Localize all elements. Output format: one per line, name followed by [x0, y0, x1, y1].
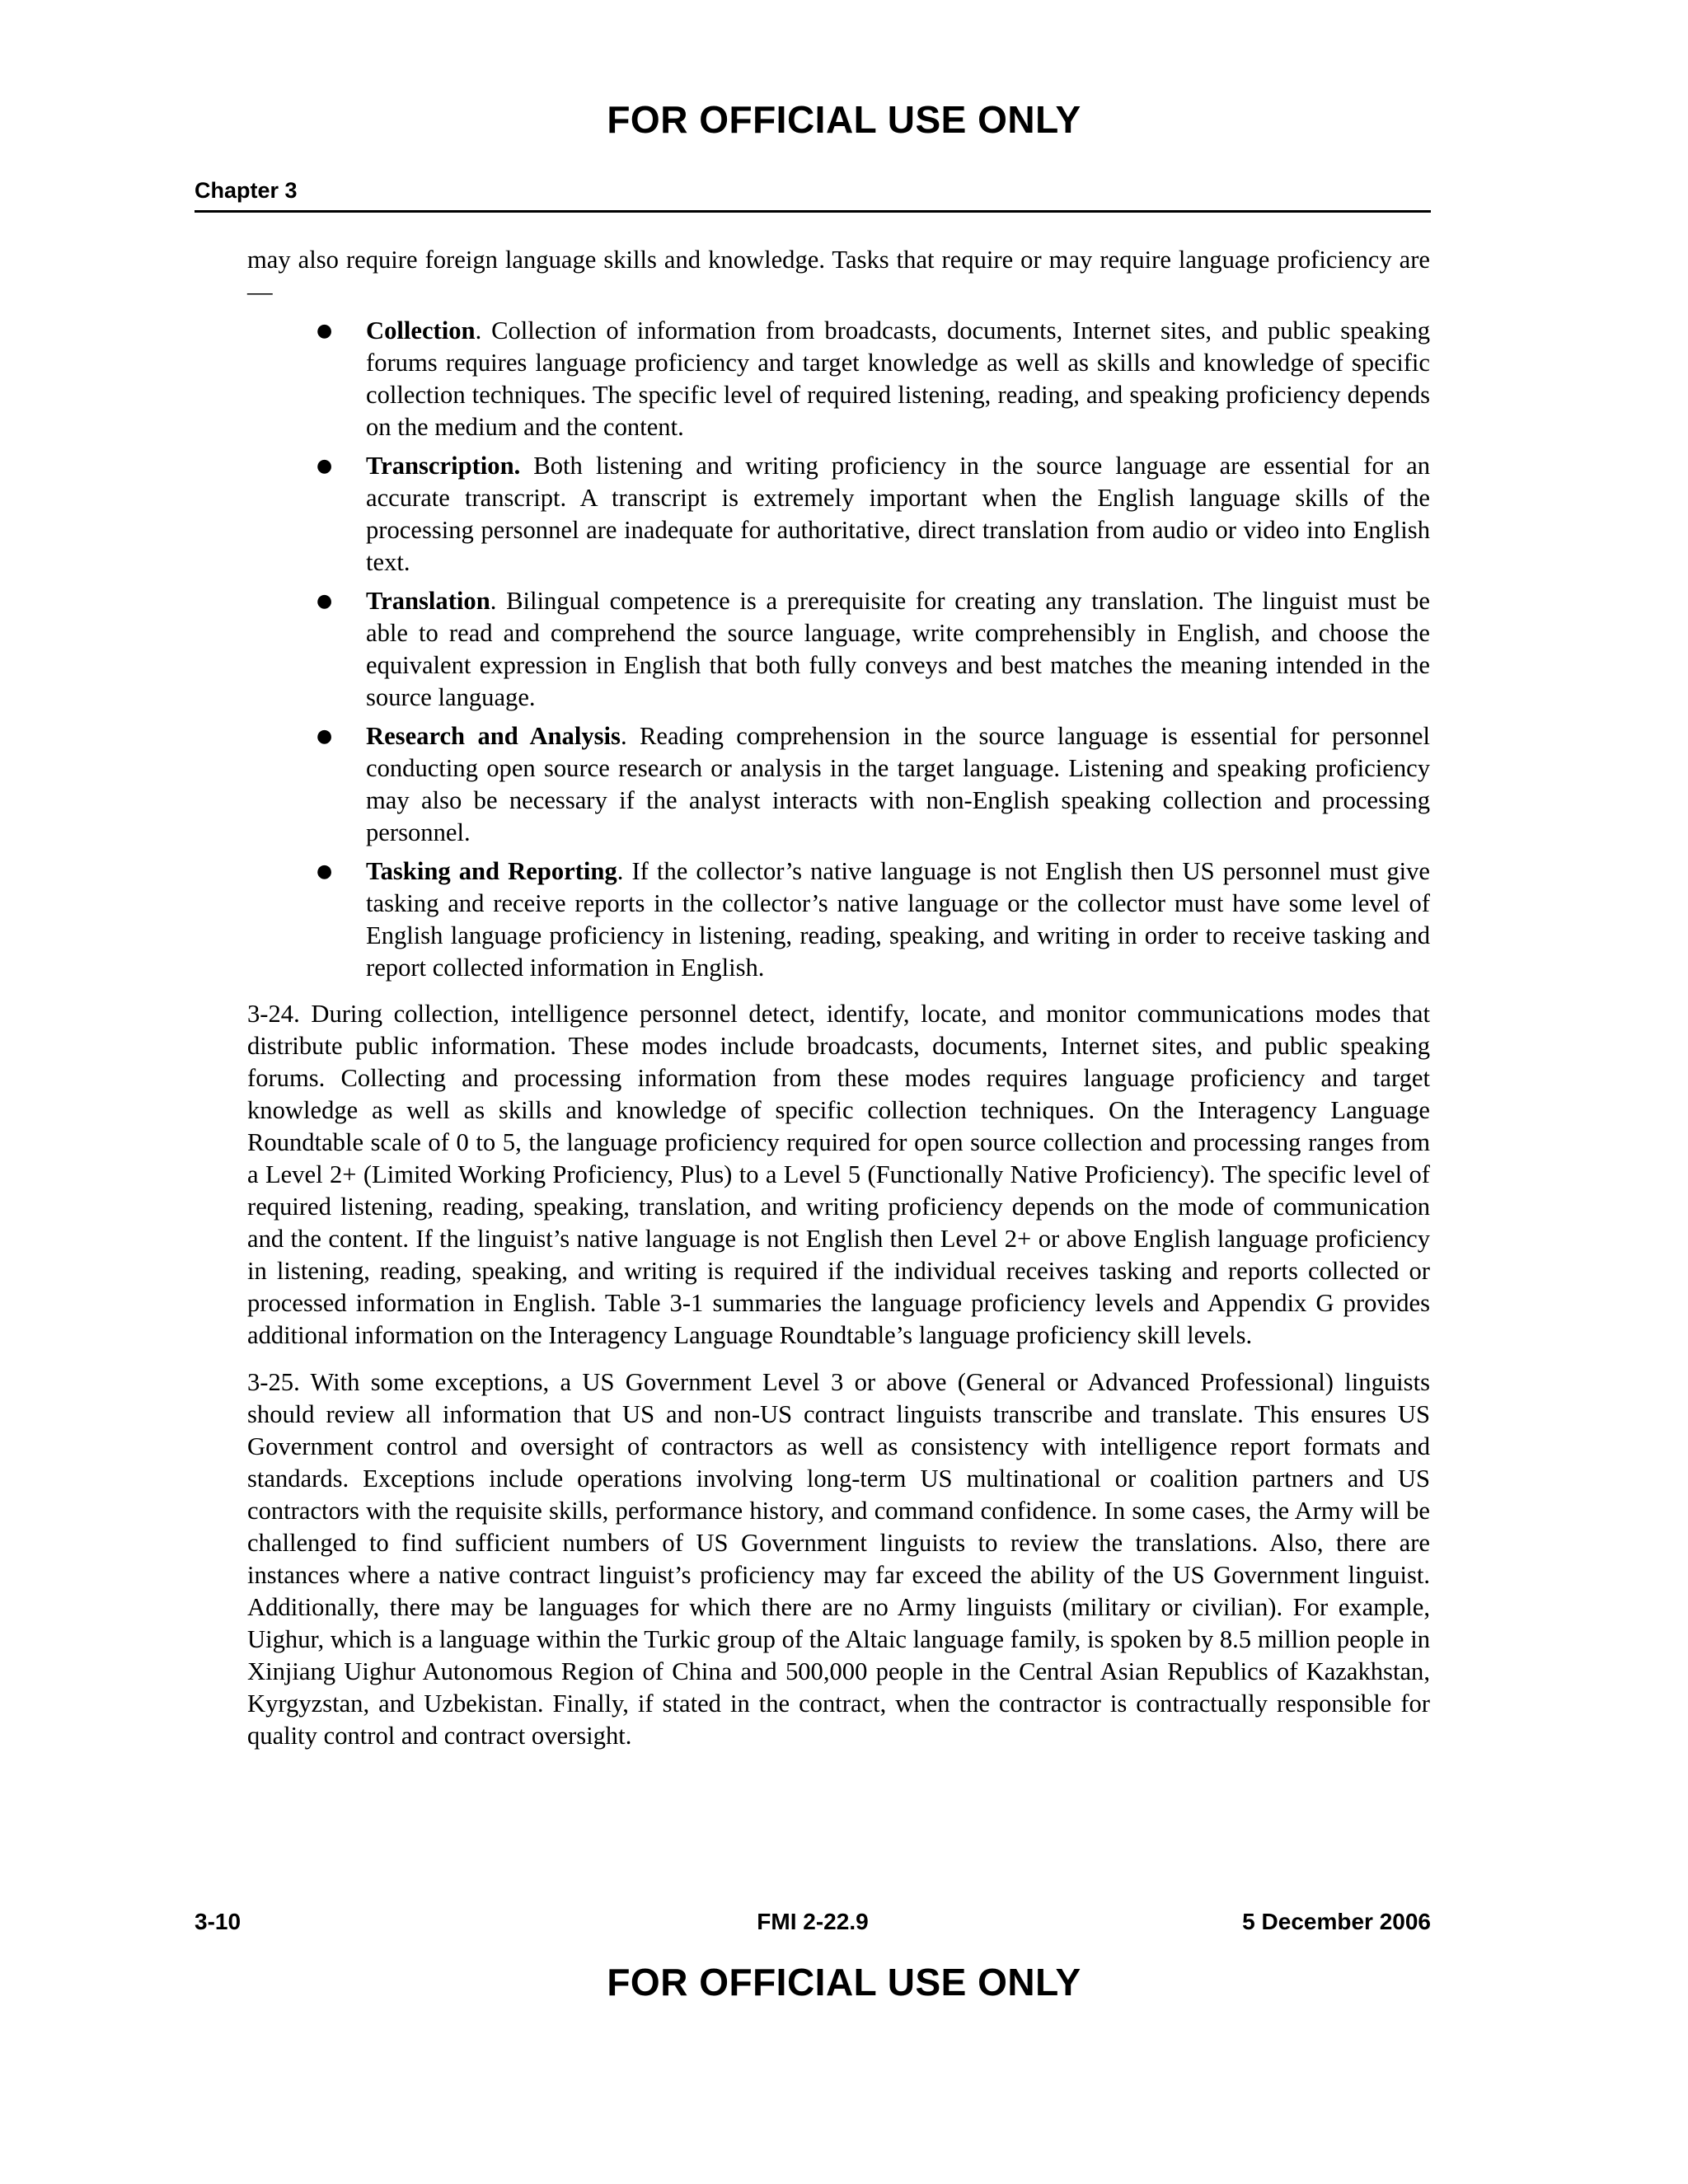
task-term: Tasking and Reporting: [366, 857, 617, 885]
bullet-icon: ●: [316, 726, 333, 747]
list-item: [247, 855, 1430, 984]
bullet-icon: ●: [316, 591, 333, 612]
page-number: 3-10: [195, 1909, 241, 1934]
task-list: [247, 315, 1430, 984]
bullet-icon: ●: [316, 321, 333, 341]
classification-banner-bottom: FOR OFFICIAL USE ONLY: [607, 1961, 1081, 2004]
task-term: Translation: [366, 587, 490, 615]
task-description: Both listening and writing proficiency in the source language are essential for an accurate transcript. A transcript is extremely important when the English language skills of the processing personnel are inadequate for authoritative, direct translation from audio or video into English text.: [366, 452, 1430, 576]
bullet-icon: ●: [316, 861, 333, 882]
intro-paragraph: may also require foreign language skills and knowledge. Tasks that require or may require language proficiency are—: [247, 246, 1430, 306]
page-body: [247, 244, 1430, 1767]
list-item: [247, 450, 1430, 579]
paragraph-3-25: 3-25. With some exceptions, a US Government Level 3 or above (General or Advanced Professional) linguists should review all information that US and non-US contract linguists transcribe and translate. This ensures US Government control and oversight of contractors as well as consistency with intelligence report formats and standards. Exceptions include operations involving long-term US multinational or coalition partners and US contractors with the requisite skills, performance history, and command confidence. In some cases, the Army will be challenged to find sufficient numbers of US Government linguists to review the translations. Also, there are instances where a native contract linguist’s proficiency may far exceed the ability of the US Government linguist. Additionally, there may be languages for which there are no Army linguists (military or civilian). For example, Uighur, which is a language within the Turkic group of the Altaic language family, is spoken by 8.5 million people in Xinjiang Uighur Autonomous Region of China and 500,000 people in the Central Asian Republics of Kazakhstan, Kyrgyzstan, and Uzbekistan. Finally, if stated in the contract, when the contractor is contractually responsible for quality control and contract oversight.: [247, 1368, 1430, 1750]
list-item: [247, 315, 1430, 443]
task-term: Research and Analysis: [366, 722, 621, 750]
task-term: Collection: [366, 316, 476, 344]
document-date: 5 December 2006: [1242, 1909, 1431, 1934]
paragraph-3-24: 3-24. During collection, intelligence personnel detect, identify, locate, and monitor communications modes that distribute public information. These modes include broadcasts, documents, Internet sites, and public speaking forums. Collecting and processing information from these modes requires language proficiency and target knowledge as well as skills and knowledge of specific collection techniques. On the Interagency Language Roundtable scale of 0 to 5, the language proficiency required for open source collection and processing ranges from a Level 2+ (Limited Working Proficiency, Plus) to a Level 5 (Functionally Native Proficiency). The specific level of required listening, reading, speaking, translation, and writing proficiency depends on the mode of communication and the content. If the linguist’s native language is not English then Level 2+ or above English language proficiency in listening, reading, speaking, and writing is required if the individual receives tasking and reports collected or processed information in English. Table 3-1 summaries the language proficiency levels and Appendix G provides additional information on the Interagency Language Roundtable’s language proficiency skill levels.: [247, 1000, 1430, 1349]
task-description: . Collection of information from broadcasts, documents, Internet sites, and public speaking forums requires language proficiency and target knowledge as well as skills and knowledge of specific collection techniques. The specific level of required listening, reading, and speaking proficiency depends on the medium and the content.: [366, 316, 1430, 441]
bullet-icon: ●: [316, 456, 333, 476]
document-id: FMI 2-22.9: [757, 1909, 869, 1934]
list-item: [247, 585, 1430, 714]
task-description: . Reading comprehension in the source language is essential for personnel conducting open source research or analysis in the target language. Listening and speaking proficiency may also be necessary if the analyst interacts with non-English speaking collection and processing personnel.: [366, 722, 1430, 846]
task-description: . If the collector’s native language is not English then US personnel must give tasking and receive reports in the collector’s native language or the collector must have some level of English language proficiency in listening, reading, speaking, and writing in order to receive tasking and report collected information in English.: [366, 857, 1430, 982]
classification-banner-top: FOR OFFICIAL USE ONLY: [607, 98, 1081, 141]
chapter-header: Chapter 3: [195, 178, 1431, 213]
task-description: . Bilingual competence is a prerequisite for creating any translation. The linguist must be able to read and comprehend the source language, write comprehensibly in English, and choose the equivalent expression in English that both fully conveys and best matches the meaning intended in the source language.: [366, 587, 1430, 711]
list-item: [247, 720, 1430, 849]
task-term: Transcription.: [366, 452, 521, 480]
